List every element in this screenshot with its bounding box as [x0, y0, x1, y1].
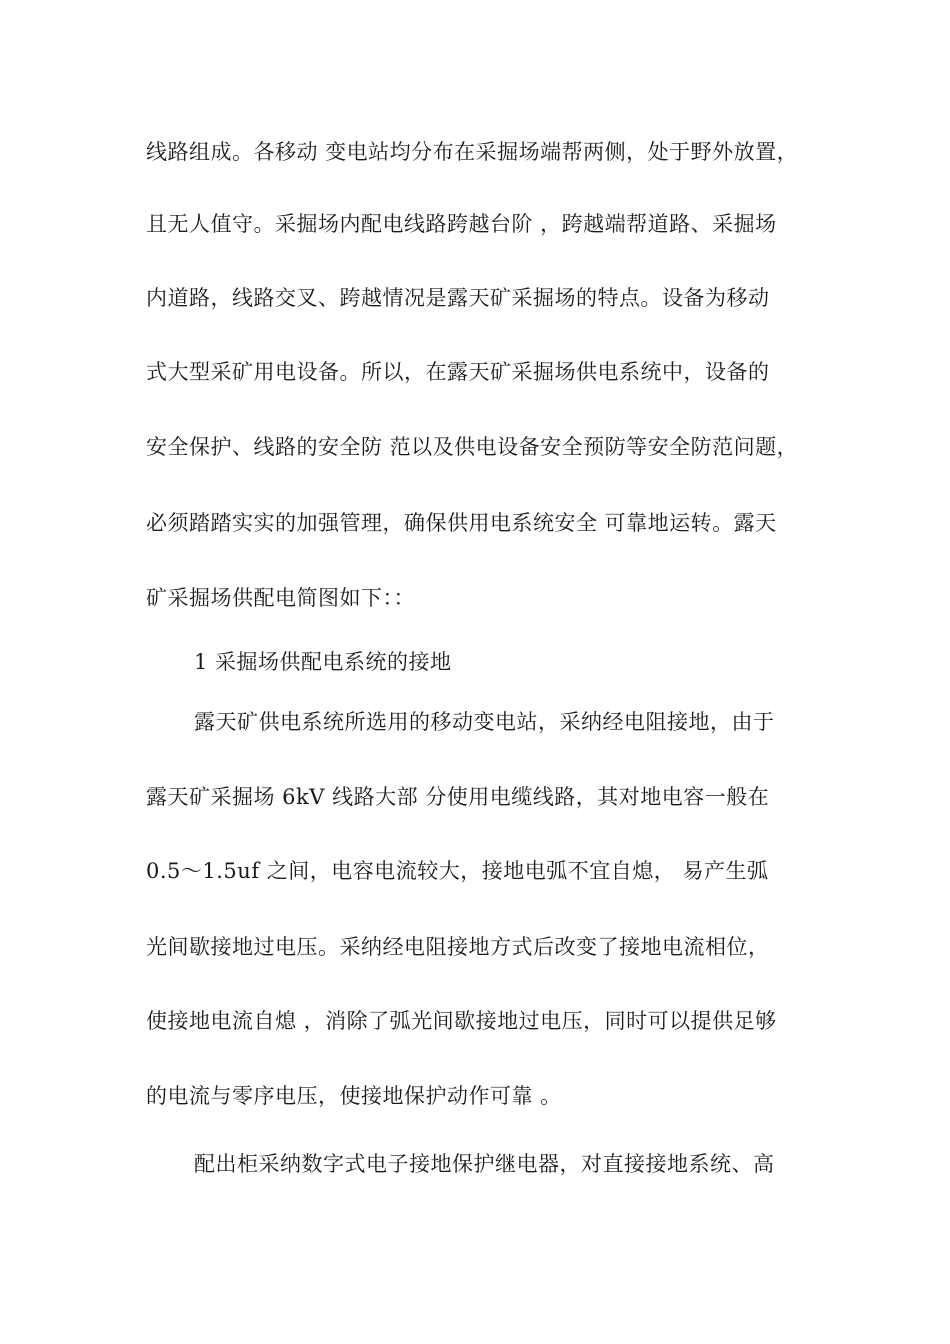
paragraph-line-6: 必须踏踏实实的加强管理，确保供用电系统安全 可靠地运转。露天	[146, 511, 777, 535]
paragraph-line-12: 使接地电流自熄 ，消除了弧光间歇接地过电压，同时可以提供足够	[146, 1009, 777, 1033]
paragraph-line-2: 且无人值守。采掘场内配电线路跨越台阶 ，跨越端帮道路、采掘场	[146, 212, 777, 236]
paragraph-line-13: 的电流与零序电压，使接地保护动作可靠 。	[146, 1084, 562, 1108]
paragraph-line-14: 配出柜采纳数字式电子接地保护继电器，对直接接地系统、高	[194, 1152, 775, 1176]
paragraph-line-7: 矿采掘场供配电简图如下：：	[146, 586, 415, 610]
paragraph-line-9: 露天矿采掘场 6kV 线路大部 分使用电缆线路，其对地电容一般在	[146, 785, 770, 809]
paragraph-line-8: 露天矿供电系统所选用的移动变电站，采纳经电阻接地，由于	[194, 710, 775, 734]
paragraph-line-5: 安全保护、线路的安全防 范以及供电设备安全预防等安全防范问题，	[146, 435, 799, 459]
paragraph-line-4: 式大型采矿用电设备。所以，在露天矿采掘场供电系统中，设备的	[146, 360, 770, 384]
paragraph-line-11: 光间歇接地过电压。采纳经电阻接地方式后改变了接地电流相位，	[146, 935, 770, 959]
section-heading: 1 采掘场供配电系统的接地	[194, 650, 452, 674]
paragraph-line-10: 0.5～1.5uf 之间，电容电流较大，接地电弧不宜自熄， 易产生弧	[146, 859, 769, 883]
paragraph-line-1: 线路组成。各移动 变电站均分布在采掘场端帮两侧，处于野外放置，	[146, 140, 799, 164]
paragraph-line-3: 内道路，线路交叉、跨越情况是露天矿采掘场的特点。设备为移动	[146, 286, 770, 310]
